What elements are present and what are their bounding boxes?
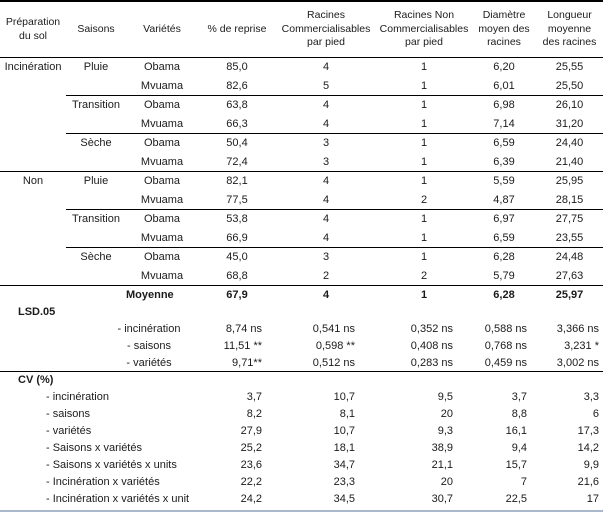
cell-preparation bbox=[0, 77, 66, 96]
cell-value: 2 bbox=[376, 191, 472, 210]
cell-value: 5,59 bbox=[493, 175, 515, 187]
cell-value: 25,97 bbox=[555, 289, 584, 301]
cell-value: 6,97 bbox=[493, 213, 515, 225]
lsd-row-label: - variétés bbox=[0, 355, 198, 372]
cell-value: 22,5 bbox=[505, 493, 527, 505]
cell-variete: Obama bbox=[143, 61, 181, 73]
cv-row bbox=[0, 457, 603, 474]
cell-preparation bbox=[0, 96, 66, 115]
lsd-row-label: - saisons bbox=[126, 340, 172, 352]
cell-saison: Pluie bbox=[83, 175, 109, 187]
cell-saison bbox=[66, 229, 126, 248]
cell-value: 3,7 bbox=[511, 391, 527, 403]
lsd-section-title: LSD.05 bbox=[18, 306, 56, 318]
cell-value: 8,74 ns bbox=[225, 323, 262, 335]
cell-preparation bbox=[0, 134, 66, 153]
cell-value: 67,9 bbox=[226, 289, 248, 301]
cell-saison: Transition bbox=[72, 213, 120, 225]
cell-value: 25,95 bbox=[555, 175, 584, 187]
cell-preparation bbox=[0, 153, 66, 172]
cell-empty bbox=[66, 286, 126, 304]
cell-value: 0,541 ns bbox=[312, 323, 355, 335]
cell-value: 82,1 bbox=[226, 175, 248, 187]
lsd-section-title-row bbox=[0, 304, 603, 321]
moyenne-row bbox=[0, 286, 603, 304]
cell-value: 45,0 bbox=[226, 251, 248, 263]
cell-saison: Pluie bbox=[83, 61, 109, 73]
cell-value: 0,588 ns bbox=[484, 323, 527, 335]
cell-saison bbox=[66, 77, 126, 96]
cell-saison bbox=[66, 115, 126, 134]
cell-value: 23,3 bbox=[333, 476, 355, 488]
cell-value: 14,2 bbox=[577, 442, 599, 454]
cell-preparation bbox=[0, 248, 66, 267]
lsd-row bbox=[0, 321, 603, 338]
cell-value: 24,48 bbox=[555, 251, 584, 263]
cell-value: 18,1 bbox=[333, 442, 355, 454]
cell-value: 11,51 ** bbox=[223, 340, 262, 352]
cell-value: 31,20 bbox=[536, 115, 603, 134]
cell-value: 63,8 bbox=[226, 99, 248, 111]
cell-preparation bbox=[0, 210, 66, 229]
cell-value: 6 bbox=[592, 408, 599, 420]
column-header: Racines Non Commercialisables par pied bbox=[379, 9, 469, 49]
table-row bbox=[0, 248, 603, 267]
table-row bbox=[0, 96, 603, 115]
cv-row bbox=[0, 440, 603, 457]
column-header: Préparation du sol bbox=[5, 15, 61, 42]
cell-value: 4 bbox=[322, 175, 330, 187]
cell-value: 23,6 bbox=[240, 459, 262, 471]
cell-value: 25,55 bbox=[555, 61, 584, 73]
cv-row-label: - incinération bbox=[46, 391, 109, 403]
cv-row bbox=[0, 423, 603, 440]
cell-value: 25,50 bbox=[536, 77, 603, 96]
cell-value: 0,512 ns bbox=[276, 355, 376, 372]
cv-row-label: - variétés bbox=[46, 425, 92, 437]
cell-value: 0,768 ns bbox=[484, 340, 527, 352]
cell-preparation bbox=[0, 267, 66, 286]
cell-value: 23,55 bbox=[536, 229, 603, 248]
cell-value: 34,5 bbox=[333, 493, 355, 505]
cell-empty bbox=[0, 286, 66, 304]
cv-section-title: CV (%) bbox=[18, 374, 54, 386]
cell-value: 7 bbox=[520, 476, 527, 488]
cell-saison: Sèche bbox=[80, 137, 112, 149]
column-header: Variétés bbox=[143, 22, 181, 35]
cell-preparation bbox=[0, 115, 66, 134]
cell-value: 6,59 bbox=[472, 229, 536, 248]
cv-row-label: - Saisons x variétés x units bbox=[46, 459, 177, 471]
cell-value: 28,15 bbox=[536, 191, 603, 210]
cell-value: 1 bbox=[420, 99, 428, 111]
cell-value: 5,79 bbox=[472, 267, 536, 286]
cell-value: 27,9 bbox=[240, 425, 262, 437]
cell-value: 1 bbox=[420, 175, 428, 187]
cv-row bbox=[0, 491, 603, 508]
table-row bbox=[0, 210, 603, 229]
cell-value: 68,8 bbox=[198, 267, 276, 286]
cell-value: 1 bbox=[420, 251, 428, 263]
cell-value: 6,59 bbox=[493, 137, 515, 149]
cv-row-label: - Incinération x variétés x unit bbox=[46, 493, 190, 505]
cell-value: 26,10 bbox=[555, 99, 584, 111]
cell-value: 10,7 bbox=[333, 425, 355, 437]
cell-value: 82,6 bbox=[198, 77, 276, 96]
table-row bbox=[0, 267, 603, 286]
cell-value: 10,7 bbox=[333, 391, 355, 403]
cell-value: 21,6 bbox=[577, 476, 599, 488]
cell-value: 21,1 bbox=[431, 459, 453, 471]
cell-value: 8,2 bbox=[246, 408, 262, 420]
cell-value: 4 bbox=[322, 99, 330, 111]
cell-value: 4 bbox=[322, 213, 330, 225]
cell-value: 5 bbox=[276, 77, 376, 96]
cell-variete: Mvuama bbox=[126, 115, 198, 134]
cell-value: 9,9 bbox=[583, 459, 599, 471]
cell-value: 3 bbox=[322, 137, 330, 149]
lsd-row-label: - incinération bbox=[117, 323, 181, 335]
cell-value: 4 bbox=[322, 61, 330, 73]
table-row bbox=[0, 172, 603, 191]
cell-value: 38,9 bbox=[431, 442, 453, 454]
cell-value: 3 bbox=[322, 251, 330, 263]
cell-value: 25,2 bbox=[240, 442, 262, 454]
cell-value: 17,3 bbox=[577, 425, 599, 437]
cell-value: 9,71** bbox=[198, 355, 276, 372]
cell-value: 24,2 bbox=[240, 493, 262, 505]
cell-preparation bbox=[0, 229, 66, 248]
cell-saison bbox=[66, 153, 126, 172]
cell-value: 2 bbox=[276, 267, 376, 286]
cv-section-title-row bbox=[0, 372, 603, 389]
cell-variete: Mvuama bbox=[126, 267, 198, 286]
cell-preparation bbox=[0, 191, 66, 210]
cell-variete: Mvuama bbox=[126, 229, 198, 248]
cell-value: 0,408 ns bbox=[410, 340, 453, 352]
cell-value: 3 bbox=[276, 153, 376, 172]
cell-preparation: Non bbox=[22, 175, 44, 187]
cell-value: 22,2 bbox=[240, 476, 262, 488]
cell-value: 1 bbox=[376, 229, 472, 248]
cell-value: 3,002 ns bbox=[536, 355, 603, 372]
cell-value: 72,4 bbox=[198, 153, 276, 172]
cell-value: 24,40 bbox=[555, 137, 584, 149]
cell-value: 2 bbox=[376, 267, 472, 286]
cell-value: 6,28 bbox=[493, 251, 515, 263]
cell-variete: Obama bbox=[143, 251, 181, 263]
cell-value: 20 bbox=[440, 408, 453, 420]
cell-value: 27,75 bbox=[555, 213, 584, 225]
cell-saison bbox=[66, 191, 126, 210]
cell-value: 30,7 bbox=[431, 493, 453, 505]
cell-value: 7,14 bbox=[472, 115, 536, 134]
column-header: Saisons bbox=[77, 22, 115, 35]
column-header: Longueur moyenne des racines bbox=[542, 9, 597, 49]
cell-value: 34,7 bbox=[333, 459, 355, 471]
cell-value: 9,3 bbox=[437, 425, 453, 437]
cell-value: 1 bbox=[376, 115, 472, 134]
cell-value: 4 bbox=[322, 289, 330, 301]
table-body bbox=[0, 58, 603, 508]
cell-value: 1 bbox=[420, 61, 428, 73]
table-row bbox=[0, 115, 603, 134]
table-header-row bbox=[0, 2, 603, 58]
cell-value: 0,598 ** bbox=[315, 340, 355, 352]
cell-value: 4 bbox=[276, 191, 376, 210]
cell-variete: Mvuama bbox=[126, 191, 198, 210]
cell-value: 4 bbox=[276, 229, 376, 248]
cell-saison: Transition bbox=[72, 99, 120, 111]
cell-variete: Obama bbox=[143, 175, 181, 187]
cell-value: 0,352 ns bbox=[410, 323, 453, 335]
cell-variete: Mvuama bbox=[126, 153, 198, 172]
table-row bbox=[0, 153, 603, 172]
cell-value: 21,40 bbox=[536, 153, 603, 172]
cv-row-label: - Saisons x variétés bbox=[46, 442, 142, 454]
cell-value: 20 bbox=[440, 476, 453, 488]
cell-value: 4 bbox=[276, 115, 376, 134]
cell-value: 0,459 ns bbox=[472, 355, 536, 372]
column-header: Racines Commercialisables par pied bbox=[281, 9, 371, 49]
cell-value: 1 bbox=[376, 153, 472, 172]
cell-variete: Obama bbox=[143, 213, 181, 225]
cell-value: 3,7 bbox=[246, 391, 262, 403]
cv-row-label: - Incinération x variétés bbox=[46, 476, 160, 488]
table-row bbox=[0, 229, 603, 248]
column-header: Diamètre moyen des racines bbox=[478, 9, 530, 49]
cell-value: 50,4 bbox=[226, 137, 248, 149]
cv-row bbox=[0, 474, 603, 491]
cell-value: 16,1 bbox=[505, 425, 527, 437]
cell-value: 1 bbox=[420, 289, 428, 301]
table-row bbox=[0, 191, 603, 210]
lsd-row bbox=[0, 338, 603, 355]
cv-row-label: - saisons bbox=[46, 408, 91, 420]
cell-value: 85,0 bbox=[226, 61, 248, 73]
moyenne-label: Moyenne bbox=[126, 289, 174, 301]
cell-variete: Mvuama bbox=[126, 77, 198, 96]
cell-value: 4,87 bbox=[472, 191, 536, 210]
cell-value: 8,8 bbox=[511, 408, 527, 420]
cell-value: 6,28 bbox=[493, 289, 515, 301]
cell-saison bbox=[66, 267, 126, 286]
cell-value: 1 bbox=[420, 137, 428, 149]
cell-value: 0,283 ns bbox=[376, 355, 472, 372]
lsd-row bbox=[0, 355, 603, 372]
cell-value: 3,231 * bbox=[564, 340, 599, 352]
cell-value: 66,3 bbox=[198, 115, 276, 134]
table-row bbox=[0, 134, 603, 153]
cell-value: 6,20 bbox=[493, 61, 515, 73]
cell-value: 53,8 bbox=[226, 213, 248, 225]
cell-value: 6,39 bbox=[472, 153, 536, 172]
cell-value: 9,5 bbox=[437, 391, 453, 403]
cell-value: 77,5 bbox=[198, 191, 276, 210]
cell-value: 9,4 bbox=[511, 442, 527, 454]
cell-variete: Obama bbox=[143, 137, 181, 149]
cell-saison: Sèche bbox=[80, 251, 112, 263]
cell-value: 3,3 bbox=[583, 391, 599, 403]
cell-variete: Obama bbox=[143, 99, 181, 111]
cell-value: 27,63 bbox=[536, 267, 603, 286]
column-header: % de reprise bbox=[207, 22, 267, 35]
cell-value: 6,01 bbox=[472, 77, 536, 96]
cv-row bbox=[0, 406, 603, 423]
table-row bbox=[0, 77, 603, 96]
cell-value: 66,9 bbox=[198, 229, 276, 248]
cell-value: 15,7 bbox=[505, 459, 527, 471]
cell-value: 3,366 ns bbox=[556, 323, 599, 335]
cell-value: 17 bbox=[586, 493, 599, 505]
cell-value: 1 bbox=[420, 213, 428, 225]
cell-value: 8,1 bbox=[339, 408, 355, 420]
cv-row bbox=[0, 389, 603, 406]
cell-value: 1 bbox=[376, 77, 472, 96]
table-row bbox=[0, 58, 603, 77]
cell-preparation: Incinération bbox=[4, 61, 62, 73]
cell-value: 6,98 bbox=[493, 99, 515, 111]
